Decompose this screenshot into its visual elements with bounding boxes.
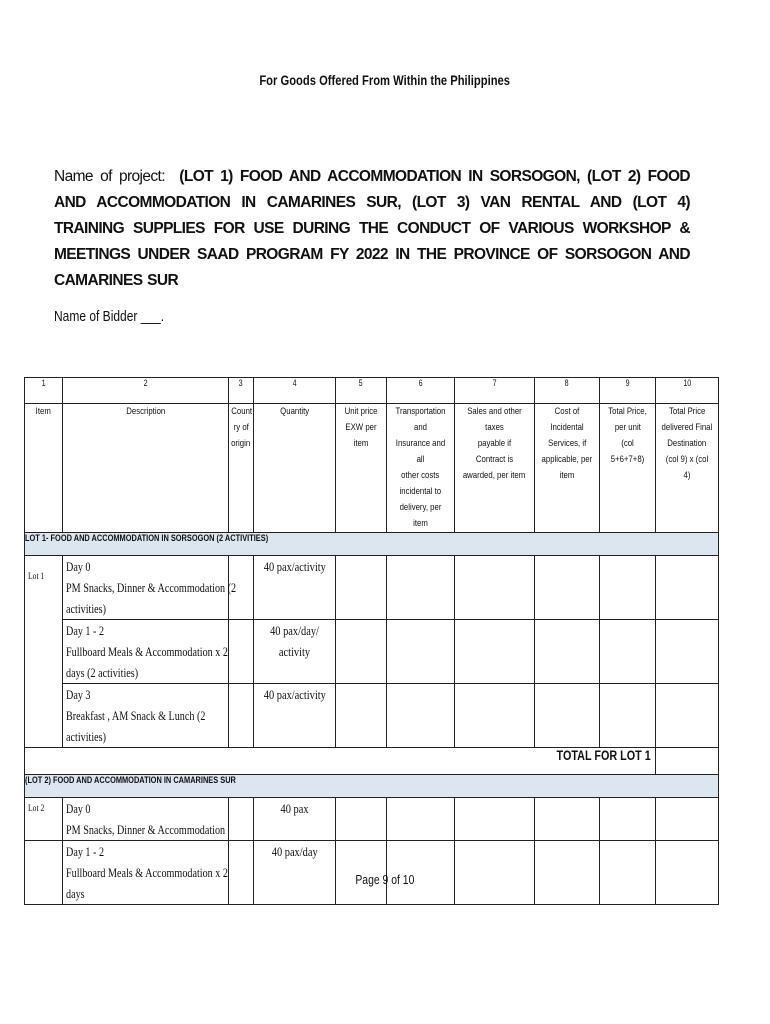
project-name-block [54,164,690,294]
header-transportation: Transportation and Insurance and all other costs incidental to delivery, per item [387,404,455,533]
header-country-of-origin: Count ry of origin [229,404,254,533]
col-number: 4 [254,378,336,404]
col-number: 2 [63,378,229,404]
item-quantity: 40 pax/activity [254,556,336,620]
header-total-price-unit: Total Price, per unit (col 5+6+7+8) [600,404,656,533]
table-row [25,798,719,841]
table-row [25,684,719,748]
header-description: Description [63,404,229,533]
col-number: 1 [25,378,63,404]
price-schedule-table [24,377,719,905]
lot2-section-header [25,775,719,798]
column-number-row [25,378,719,404]
page-number: Page 9 of 10 [355,872,415,887]
col-number: 6 [387,378,455,404]
item-description: Day 0 PM Snacks, Dinner & Accommodation [63,798,229,841]
item-quantity: 40 pax/day/ activity [254,620,336,684]
lot1-total-label: TOTAL FOR LOT 1 [25,748,656,775]
item-quantity: 40 pax [254,798,336,841]
bidder-name-line: Name of Bidder ___. [54,308,165,325]
lot1-total-value [656,748,719,775]
lot1-label: Lot 1 [25,556,63,748]
item-quantity: 40 pax/activity [254,684,336,748]
col-number: 7 [455,378,535,404]
table-row [25,620,719,684]
header-item: Item [25,404,63,533]
lot1-section-title: LOT 1- FOOD AND ACCOMMODATION IN SORSOGON (2 ACTIVITIES) [25,533,719,556]
col-number: 10 [656,378,719,404]
project-label: Name of project: [54,168,165,185]
lot1-section-header [25,533,719,556]
header-quantity: Quantity [254,404,336,533]
col-number: 3 [229,378,254,404]
item-quantity: 40 pax/day [254,841,336,905]
col-number: 8 [535,378,600,404]
item-description: Day 1 - 2 Fullboard Meals & Accommodation x 2 days (2 activities) [63,620,229,684]
item-description: Day 3 Breakfast , AM Snack & Lunch (2 activities) [63,684,229,748]
lot2-section-title: (LOT 2) FOOD AND ACCOMMODATION IN CAMARINES SUR [25,775,719,798]
project-name: (LOT 1) FOOD AND ACCOMMODATION IN SORSOGON, (LOT 2) FOOD AND ACCOMMODATION IN CAMARINES SUR, (LOT 3) VAN RENTAL AND (LOT 4) TRAINING SUPPLIES FOR USE DURING THE CONDUCT OF VARIOUS WORKSHOP & MEETINGS UNDER SAAD PROGRAM FY 2022 IN THE PROVINCE OF SORSOGON AND CAMARINES SUR [54,168,691,289]
col-number: 5 [336,378,387,404]
header-incidental-services: Cost of Incidental Services, if applicable, per item [535,404,600,533]
lot1-total-row [25,748,719,775]
item-description: Day 1 - 2 Fullboard Meals & Accommodation x 2 days [63,841,229,905]
item-description: Day 0 PM Snacks, Dinner & Accommodation (2 activities) [63,556,229,620]
column-header-row [25,404,719,533]
header-total-price-delivered: Total Price delivered Final Destination (col 9) x (col 4) [656,404,719,533]
lot2-label: Lot 2 [25,798,63,841]
document-heading: For Goods Offered From Within the Philippines [259,72,511,88]
header-taxes: Sales and other taxes payable if Contract is awarded, per item [455,404,535,533]
header-unit-price: Unit price EXW per item [336,404,387,533]
table-row [25,556,719,620]
col-number: 9 [600,378,656,404]
